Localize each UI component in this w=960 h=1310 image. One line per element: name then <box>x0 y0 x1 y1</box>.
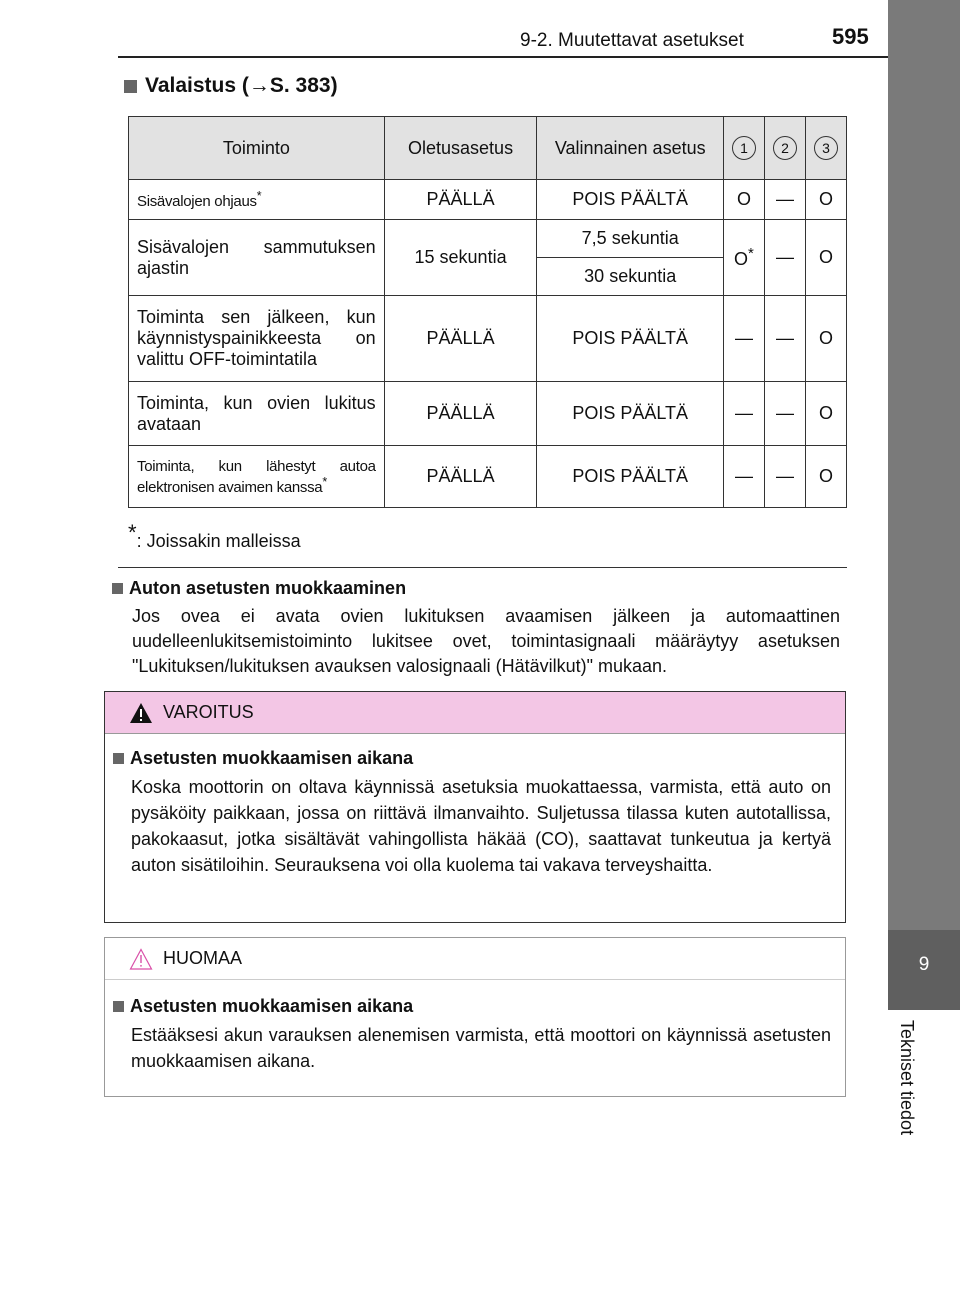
square-bullet-icon <box>113 753 124 764</box>
row-col2: — <box>764 180 805 220</box>
row-col2: — <box>764 446 805 508</box>
row-option: POIS PÄÄLTÄ <box>537 180 724 220</box>
header-rule <box>118 56 888 58</box>
row-col2: — <box>764 382 805 446</box>
row-function: Sisävalojen sammutuksen ajastin <box>129 220 385 296</box>
subsection-text: Jos ovea ei avata ovien lukituksen avaamisen jälkeen ja automaattinen uudelleenlukitsemistoiminto lukitsee ovet, toimintasignaali määräytyy asetuksen "Lukituksen/lukituksen avauksen valosignaali (Hätävilkut)" mukaan. <box>132 606 840 676</box>
table-header-row <box>129 117 847 180</box>
footnote-text: : Joissakin malleissa <box>136 531 301 551</box>
square-bullet-icon <box>112 583 123 594</box>
row-col3: O <box>805 446 846 508</box>
circled-number-3: 3 <box>814 136 838 160</box>
notice-heading: Asetusten muokkaamisen aikana <box>113 996 413 1017</box>
asterisk: * <box>322 474 327 489</box>
caution-triangle-icon <box>129 948 153 970</box>
subsection-title: Auton asetusten muokkaaminen <box>129 578 407 598</box>
row-default: PÄÄLLÄ <box>384 446 537 508</box>
square-bullet-icon <box>113 1001 124 1012</box>
table-row <box>129 180 847 220</box>
section-title <box>124 74 338 98</box>
notice-box <box>104 937 846 1097</box>
warning-bar <box>105 692 845 734</box>
row-col2: — <box>764 296 805 382</box>
section-divider <box>118 567 847 568</box>
row-col1: — <box>723 296 764 382</box>
circled-number-1: 1 <box>732 136 756 160</box>
row-col1: O* <box>723 220 764 296</box>
asterisk: * <box>748 245 754 262</box>
section-title-text: Valaistus (→S. 383) <box>145 74 338 97</box>
row-default: 15 sekuntia <box>384 220 537 296</box>
chapter-number: 9 <box>918 954 930 975</box>
warning-triangle-icon <box>129 702 153 724</box>
row-col3: O <box>805 382 846 446</box>
subsection-heading <box>112 578 406 599</box>
notice-bar <box>105 938 845 980</box>
header-options: Valinnainen asetus <box>537 117 724 180</box>
header-col1 <box>723 117 764 180</box>
row-col3: O <box>805 180 846 220</box>
warning-text: Koska moottorin on oltava käynnissä asetuksia muokattaessa, varmista, että auto on pysäköity paikkaan, jossa on riittävä ilmanvaihto. Suljetussa tilassa kuten autotallissa, pakokaasut, jotka sisältävät vahingollista häkää (CO), saattavat tunkeutua ja kertyä auton sisätiloihin. Seurauksena voi olla kuolema tai vakava terveyshaitta. <box>131 777 831 875</box>
asterisk: * <box>256 189 262 203</box>
row-col3: O <box>805 296 846 382</box>
row-default: PÄÄLLÄ <box>384 382 537 446</box>
row-col1: — <box>723 382 764 446</box>
row-default: PÄÄLLÄ <box>384 180 537 220</box>
circled-number-2: 2 <box>773 136 797 160</box>
row-function: Toiminta sen jälkeen, kun käynnistyspainikkeesta on valittu OFF-toimintatila <box>129 296 385 382</box>
notice-text: Estääksesi akun varauksen alenemisen varmista, että moottori on käynnissä asetusten muokkaamisen aikana. <box>131 1025 831 1071</box>
row-option: POIS PÄÄLTÄ <box>537 382 724 446</box>
notice-label: HUOMAA <box>163 948 243 968</box>
row-option: POIS PÄÄLTÄ <box>537 296 724 382</box>
row-col1: O <box>723 180 764 220</box>
header-col3 <box>805 117 846 180</box>
row-default: PÄÄLLÄ <box>384 296 537 382</box>
side-tab-strip <box>888 0 960 930</box>
square-bullet-icon <box>124 80 137 93</box>
row-option: 7,5 sekuntia <box>537 220 724 258</box>
asterisk: * <box>128 520 137 545</box>
header-section: 9-2. Muutettavat asetukset <box>520 30 744 51</box>
table-row <box>129 220 847 258</box>
table-row <box>129 446 847 508</box>
warning-box <box>104 691 846 923</box>
settings-table <box>128 116 847 508</box>
footnote <box>128 520 301 552</box>
table-row <box>129 382 847 446</box>
row-function: Toiminta, kun ovien lukitus avataan <box>129 382 385 446</box>
warning-heading: Asetusten muokkaamisen aikana <box>113 748 413 769</box>
table-row <box>129 296 847 382</box>
row-option: POIS PÄÄLTÄ <box>537 446 724 508</box>
row-col2: — <box>764 220 805 296</box>
header-function: Toiminto <box>129 117 385 180</box>
row-option: 30 sekuntia <box>537 258 724 296</box>
page-number: 595 <box>832 24 869 49</box>
row-function: Sisävalojen ohjaus* <box>129 180 385 220</box>
chapter-title: Tekniset tiedot <box>897 1020 917 1136</box>
header-default: Oletusasetus <box>384 117 537 180</box>
warning-label: VAROITUS <box>163 702 254 722</box>
header-col2 <box>764 117 805 180</box>
row-col1: — <box>723 446 764 508</box>
row-function: Toiminta, kun lähestyt autoa elektronisen avaimen kanssa* <box>129 446 385 508</box>
row-col3: O <box>805 220 846 296</box>
